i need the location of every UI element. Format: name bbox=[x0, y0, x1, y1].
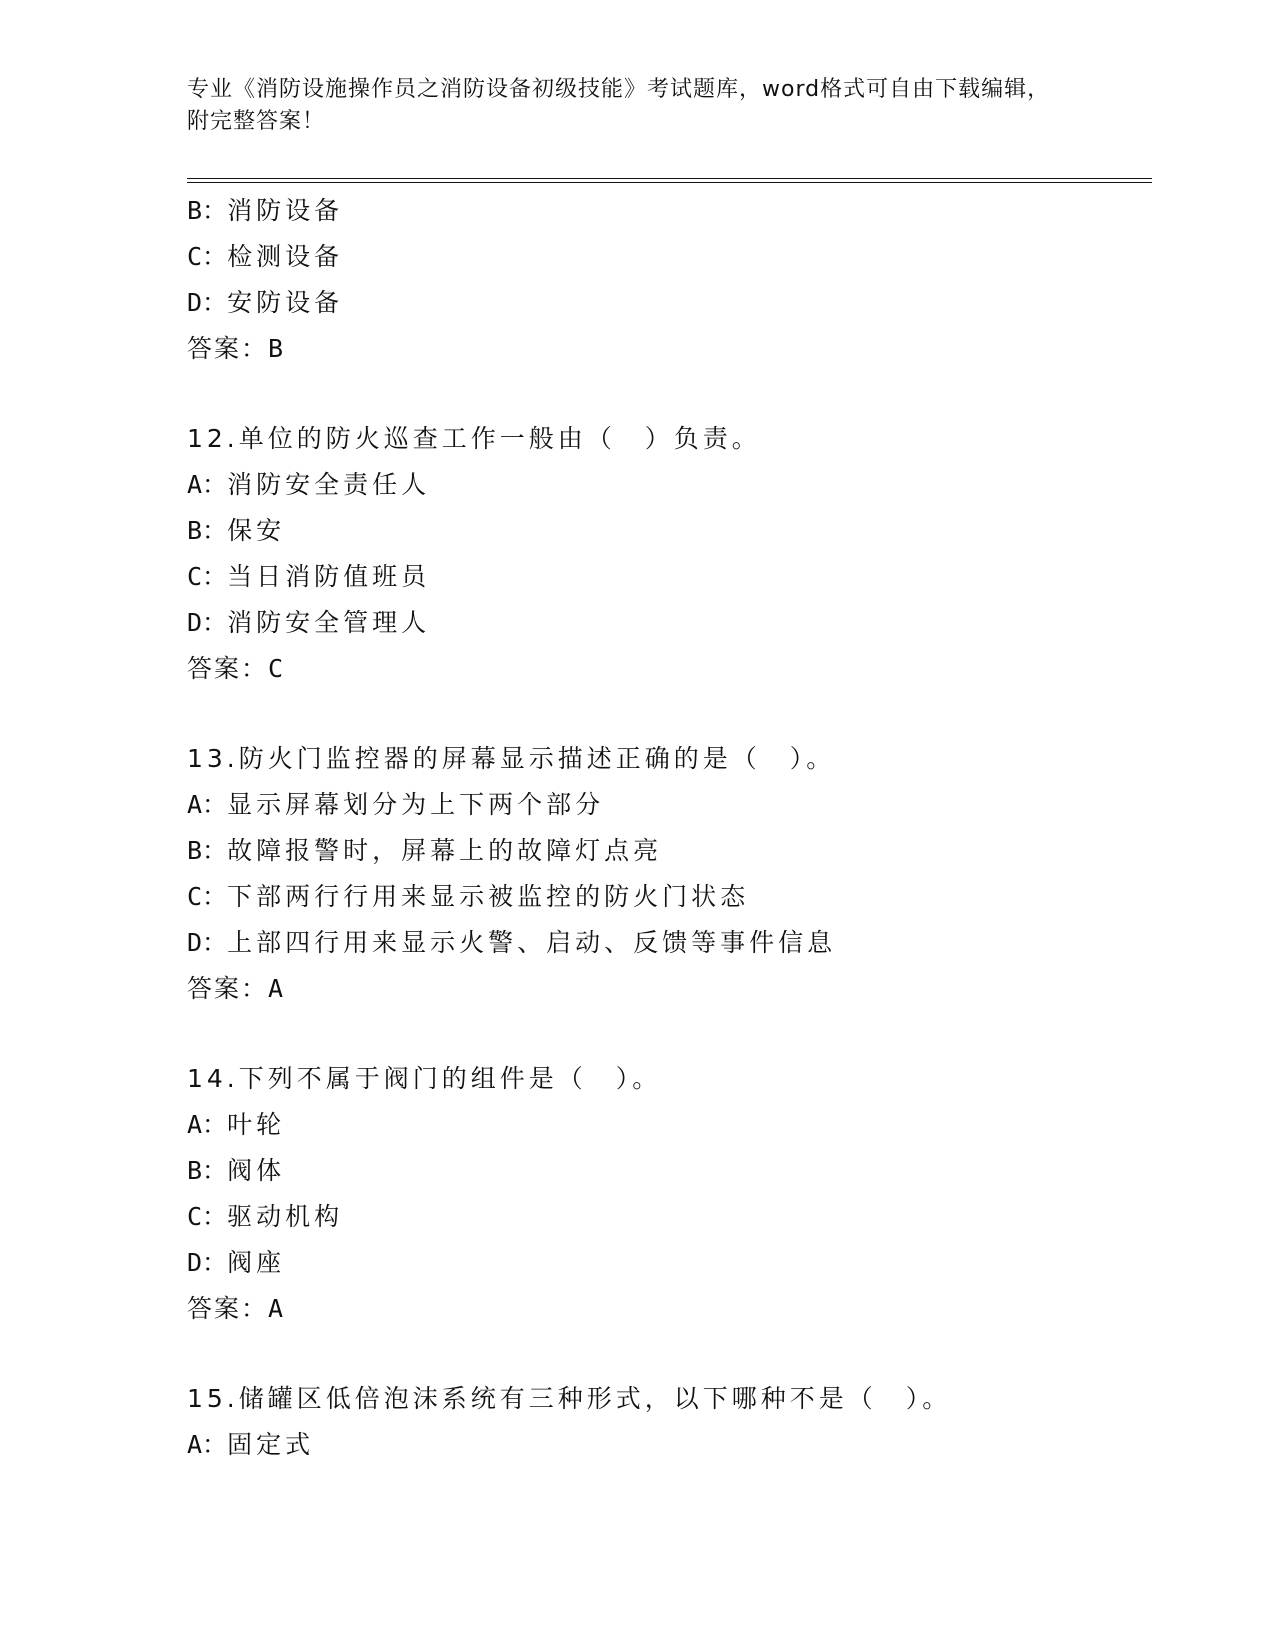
answer-line: 答案：A bbox=[187, 1294, 286, 1323]
question-13 bbox=[187, 736, 1152, 1012]
question-stem: 13.防火门监控器的屏幕显示描述正确的是（ ）。 bbox=[187, 744, 836, 773]
option-c: C：当日消防值班员 bbox=[187, 562, 431, 591]
answer-line: 答案：C bbox=[187, 654, 286, 683]
option-d: D：安防设备 bbox=[187, 288, 344, 317]
option-d: D：阀座 bbox=[187, 1248, 286, 1277]
option-a: A：显示屏幕划分为上下两个部分 bbox=[187, 790, 605, 819]
document-header: 专业《消防设施操作员之消防设备初级技能》考试题库，word格式可自由下载编辑，附完整答案！ bbox=[187, 77, 1051, 134]
option-d: D：上部四行用来显示火警、启动、反馈等事件信息 bbox=[187, 928, 837, 957]
question-15 bbox=[187, 1376, 1152, 1468]
option-c: C：驱动机构 bbox=[187, 1202, 344, 1231]
option-b: B：保安 bbox=[187, 516, 286, 545]
header-divider-top bbox=[187, 178, 1152, 179]
option-a: A：消防安全责任人 bbox=[187, 470, 431, 499]
option-b: B：故障报警时，屏幕上的故障灯点亮 bbox=[187, 836, 663, 865]
answer-line: 答案：B bbox=[187, 334, 286, 363]
header-divider-bottom bbox=[187, 182, 1152, 183]
question-stem: 14.下列不属于阀门的组件是（ ）。 bbox=[187, 1064, 662, 1093]
question-list bbox=[187, 188, 1152, 1468]
option-c: C：检测设备 bbox=[187, 242, 344, 271]
option-b: B：阀体 bbox=[187, 1156, 286, 1185]
question-11-continued bbox=[187, 188, 1152, 372]
question-14 bbox=[187, 1056, 1152, 1332]
option-d: D：消防安全管理人 bbox=[187, 608, 431, 637]
option-a: A：叶轮 bbox=[187, 1110, 286, 1139]
option-a: A：固定式 bbox=[187, 1430, 315, 1459]
option-b: B：消防设备 bbox=[187, 196, 344, 225]
question-stem: 12.单位的防火巡查工作一般由（ ）负责。 bbox=[187, 424, 761, 453]
question-12 bbox=[187, 416, 1152, 692]
answer-line: 答案：A bbox=[187, 974, 286, 1003]
option-c: C：下部两行行用来显示被监控的防火门状态 bbox=[187, 882, 750, 911]
question-stem: 15.储罐区低倍泡沫系统有三种形式，以下哪种不是（ ）。 bbox=[187, 1384, 952, 1413]
